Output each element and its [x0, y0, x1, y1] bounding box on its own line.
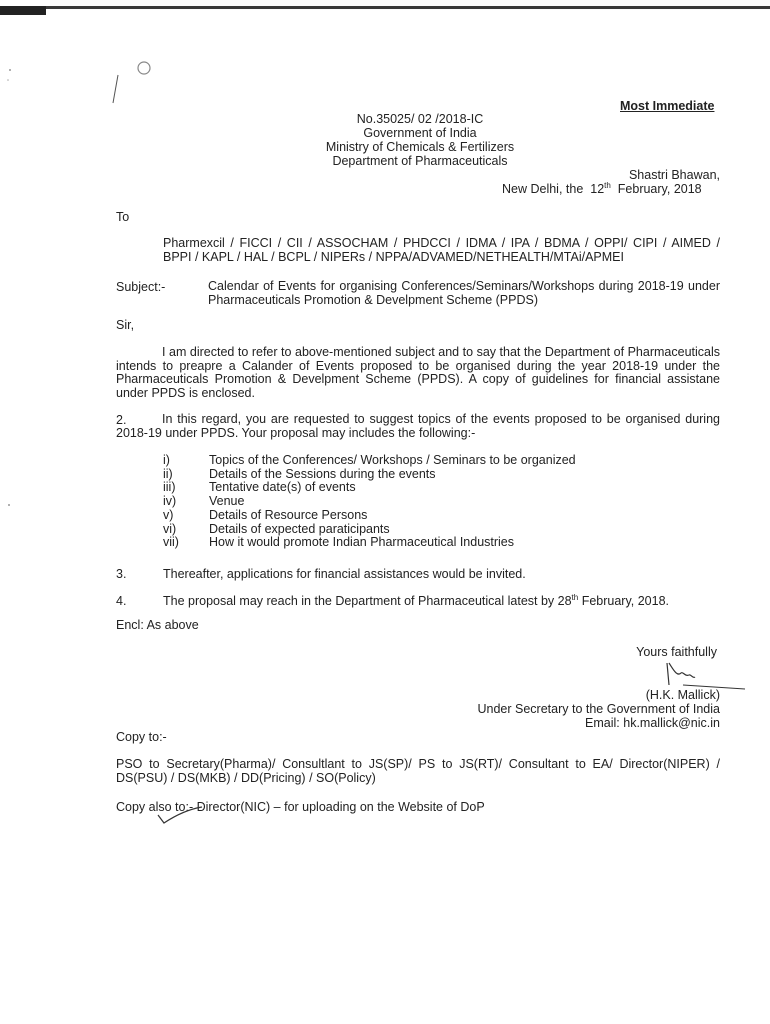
subject-label: Subject:-: [116, 280, 166, 294]
copy-to-line-2: DS(PSU) / DS(MKB) / DD(Pricing) / SO(Policy): [116, 771, 376, 785]
para-3-number: 3.: [116, 567, 127, 581]
ministry-line: Ministry of Chemicals & Fertilizers: [325, 140, 515, 154]
salutation: Sir,: [116, 318, 135, 332]
check-mark: [150, 803, 210, 828]
addressee-line-2: BPPI / KAPL / HAL / BCPL / NIPERs / NPPA/ADVAMED/NETHEALTH/MTAi/APMEI: [163, 250, 624, 264]
date-line: [502, 182, 722, 196]
scan-specks: [0, 40, 20, 560]
paragraph-3: Thereafter, applications for financial assistances would be invited.: [163, 567, 526, 581]
signatory-designation: Under Secretary to the Government of India: [477, 702, 720, 716]
list-item: vii) How it would promote Indian Pharmaceutical Industries: [163, 535, 515, 550]
govt-line: Government of India: [363, 126, 477, 140]
pen-mark: [100, 55, 170, 110]
priority-label: Most Immediate: [620, 99, 715, 113]
date-prefix: New Delhi, the: [502, 182, 584, 196]
paragraph-1: I am directed to refer to above-mentioned subject and to say that the Department of Pharmaceuticals intends to preapre a Calander of Events proposed to be organised during the year 2018-19 under the Pharmaceuticals Promotion & Develpment Scheme (PPDS). A copy of guidelines for financial assistane under PPDS is enclosed.: [116, 345, 720, 400]
para-4-number: 4.: [116, 594, 127, 608]
enclosure-note: Encl: As above: [116, 618, 199, 632]
para-4-text: The proposal may reach in the Department of Pharmaceutical latest by 28: [163, 594, 572, 608]
copy-to-label: Copy to:-: [116, 730, 167, 744]
para-4-date: February, 2018.: [578, 594, 670, 608]
list-item: ii) Details of the Sessions during the events: [163, 466, 436, 481]
department-line: Department of Pharmaceuticals: [332, 154, 508, 168]
copy-also-line: Copy also to:- Director(NIC) – for uploading on the Website of DoP: [116, 800, 485, 814]
scan-top-border: [0, 6, 770, 9]
list-item: iii) Tentative date(s) of events: [163, 480, 356, 495]
para-2-number: 2.: [116, 413, 127, 427]
list-item: vi) Details of expected paraticipants: [163, 521, 390, 536]
closing: Yours faithfully: [636, 645, 717, 659]
to-label: To: [116, 210, 130, 224]
proposal-list: [163, 454, 663, 550]
date-rest: February, 2018: [617, 182, 702, 196]
date-day: 12: [590, 182, 605, 196]
para-4-sup: th: [571, 592, 579, 602]
place-line: Shastri Bhawan,: [628, 168, 720, 182]
paragraph-4: [163, 594, 669, 608]
copy-to-line-1: PSO to Secretary(Pharma)/ Consultlant to JS(SP)/ PS to JS(RT)/ Consultant to EA/ Director(NIPER) /: [116, 757, 720, 771]
list-item: i) Topics of the Conferences/ Workshops / Seminars to be organized: [163, 453, 576, 467]
list-item: v) Details of Resource Persons: [163, 507, 368, 522]
addressee-line-1: Pharmexcil / FICCI / CII / ASSOCHAM / PHDCCI / IDMA / IPA / BDMA / OPPI/ CIPI / AIMED /: [163, 236, 720, 250]
signatory-name: (H.K. Mallick): [645, 688, 720, 702]
file-number: No.35025/ 02 /2018-IC: [356, 112, 484, 126]
date-suffix: th: [604, 180, 611, 190]
list-item: iv) Venue: [163, 494, 245, 509]
signatory-email: Email: hk.mallick@nic.in: [585, 716, 720, 730]
subject-text: Calendar of Events for organising Conferences/Seminars/Workshops during 2018-19 under Pharmaceuticals Promotion & Develpment Scheme (PPDS): [208, 279, 720, 307]
paragraph-2: In this regard, you are requested to suggest topics of the events proposed to be organised during 2018-19 under PPDS. Your proposal may includes the following:-: [116, 412, 720, 440]
scan-corner-mark: [0, 6, 46, 15]
